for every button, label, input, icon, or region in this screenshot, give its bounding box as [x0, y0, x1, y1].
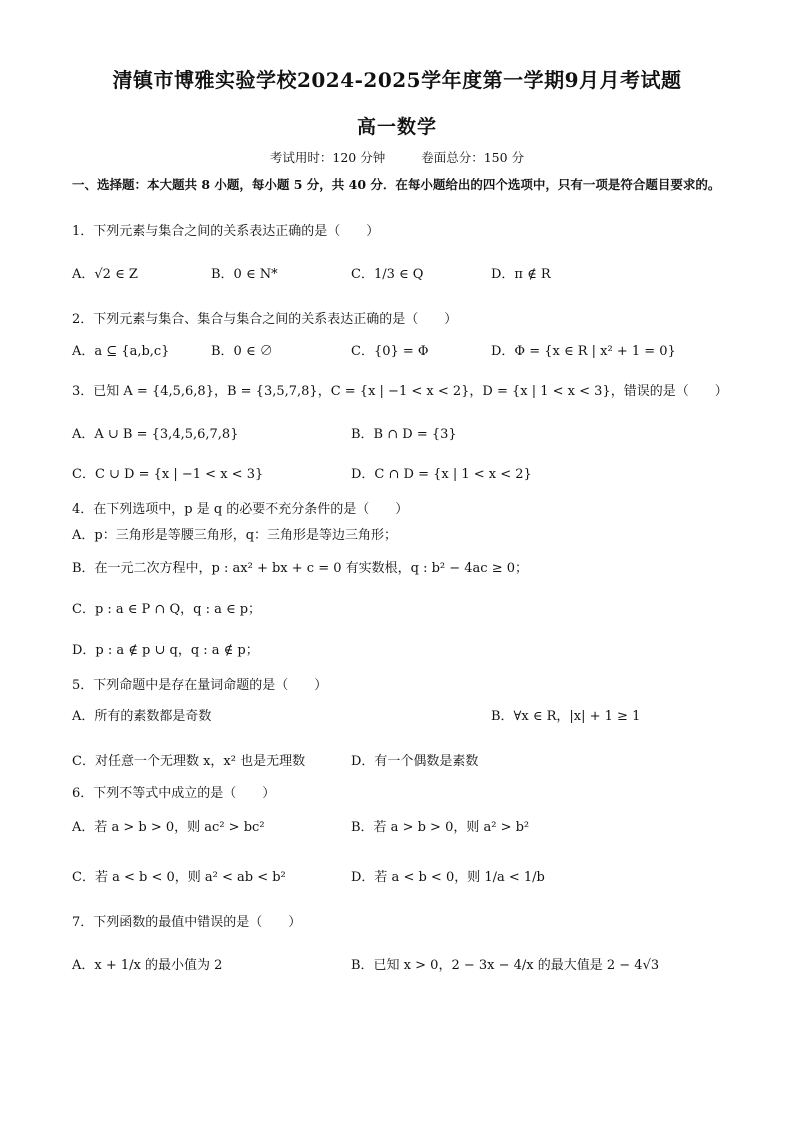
question-5-option-c: C．对任意一个无理数 x，x² 也是无理数 [72, 754, 306, 769]
question-3-option-d: D．C ∩ D = {x | 1 < x < 2} [351, 467, 532, 482]
question-1-option-b: B．0 ∈ N* [211, 267, 278, 282]
question-4-option-a: A．p：三角形是等腰三角形，q：三角形是等边三角形； [72, 528, 398, 543]
question-6-option-c: C．若 a < b < 0，则 a² < ab < b² [72, 870, 286, 885]
question-3-option-c: C．C ∪ D = {x | −1 < x < 3} [72, 467, 264, 482]
question-5-option-a: A．所有的素数都是奇数 [72, 709, 212, 724]
exam-title: 清镇市博雅实验学校2024-2025学年度第一学期9月月考试题 [112, 68, 682, 92]
question-6-stem: 6．下列不等式中成立的是（ ） [72, 786, 276, 801]
question-6-option-b: B．若 a > b > 0，则 a² > b² [351, 820, 530, 835]
question-2-option-d: D．Φ = {x ∈ R | x² + 1 = 0} [491, 344, 676, 359]
question-1-option-d: D．π ∉ R [491, 267, 551, 282]
question-2-option-b: B．0 ∈ ∅ [211, 344, 273, 359]
question-3-stem: 3．已知 A = {4,5,6,8}，B = {3,5,7,8}，C = {x | −1 < x < 2}，D = {x | 1 < x < 3}，错误的是（ ） [72, 384, 728, 399]
question-2-stem: 2．下列元素与集合、集合与集合之间的关系表达正确的是（ ） [72, 312, 458, 327]
question-7-stem: 7．下列函数的最值中错误的是（ ） [72, 915, 302, 930]
question-3-option-a: A．A ∪ B = {3,4,5,6,7,8} [72, 427, 239, 442]
question-5-option-d: D．有一个偶数是素数 [351, 754, 479, 769]
question-7-option-a: A．x + 1/x 的最小值为 2 [72, 958, 223, 973]
question-4-option-b: B．在一元二次方程中，p : ax² + bx + c = 0 有实数根，q : b² − 4ac ≥ 0； [72, 561, 529, 576]
question-3-option-b: B．B ∩ D = {3} [351, 427, 457, 442]
section-heading: 一、选择题：本大题共 8 小题，每小题 5 分，共 40 分．在每小题给出的四个选项中，只有一项是符合题目要求的。 [72, 177, 721, 192]
exam-time: 考试用时：120 分钟 [269, 150, 386, 165]
question-4-stem: 4．在下列选项中，p 是 q 的必要不充分条件的是（ ） [72, 502, 409, 517]
question-1-stem: 1．下列元素与集合之间的关系表达正确的是（ ） [72, 224, 380, 239]
question-6-option-d: D．若 a < b < 0，则 1/a < 1/b [351, 870, 545, 885]
question-4-option-c: C．p : a ∈ P ∩ Q，q : a ∈ p； [72, 602, 262, 617]
question-4-option-d: D．p : a ∉ p ∪ q，q : a ∉ p； [72, 643, 259, 658]
exam-score: 卷面总分：150 分 [421, 150, 525, 165]
question-5-stem: 5．下列命题中是存在量词命题的是（ ） [72, 678, 328, 693]
exam-meta [0, 148, 794, 166]
question-5-option-b: B．∀x ∈ R，|x| + 1 ≥ 1 [491, 709, 641, 724]
question-2-option-c: C．{0} = Φ [351, 344, 429, 359]
question-2-option-a: A．a ⊆ {a,b,c} [72, 344, 170, 359]
subject-title: 高一数学 [356, 116, 437, 138]
question-1-option-c: C．1/3 ∈ Q [351, 267, 424, 282]
question-7-option-b: B．已知 x > 0，2 − 3x − 4/x 的最大值是 2 − 4√3 [351, 958, 660, 973]
question-6-option-a: A．若 a > b > 0，则 ac² > bc² [72, 820, 265, 835]
question-1-option-a: A．√2 ∈ Z [72, 267, 138, 282]
